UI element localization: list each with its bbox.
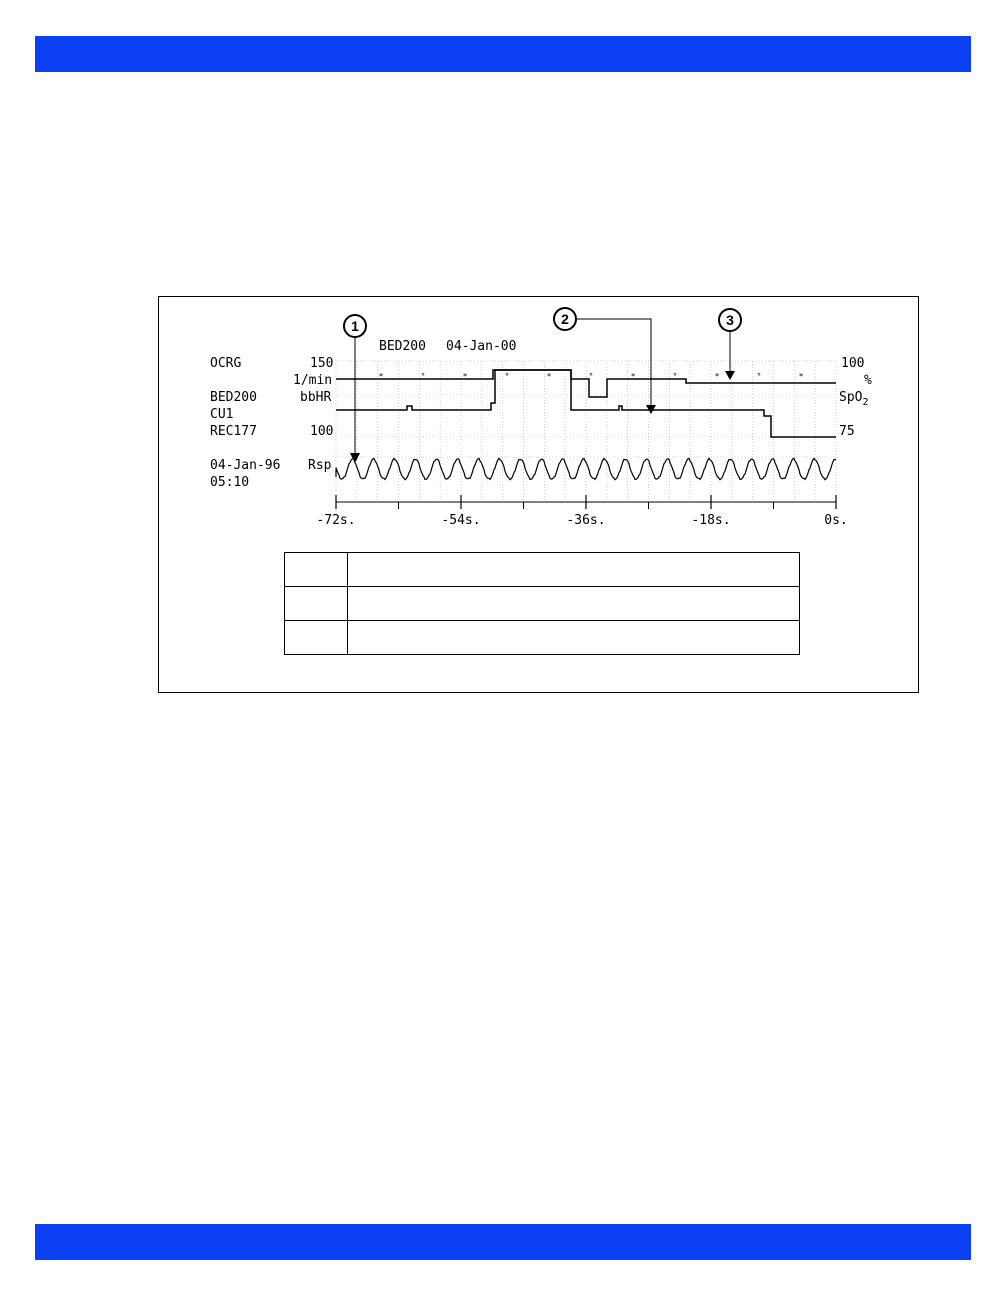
ocrg-label: OCRG — [210, 356, 242, 371]
spo2-marker: * — [714, 372, 720, 381]
spo2-marker: ° — [588, 372, 594, 381]
x-tick-label: -36s. — [566, 513, 606, 528]
x-tick-label: -18s. — [691, 513, 731, 528]
spo2-unit: % — [864, 373, 872, 388]
spo2-marker: * — [378, 372, 384, 381]
table-row — [285, 587, 800, 621]
legend-text-cell — [348, 553, 800, 587]
spo2-label: SpO$_2$ — [839, 390, 869, 408]
svg-text:3: 3 — [726, 312, 734, 328]
x-tick-label: -54s. — [441, 513, 481, 528]
chart-grid — [336, 361, 836, 502]
spo2-marker: * — [630, 372, 636, 381]
legend-number-cell — [285, 587, 348, 621]
spo2-marker: * — [462, 372, 468, 381]
spo2-marker: * — [798, 372, 804, 381]
callout-1 — [344, 315, 366, 463]
legend-number-cell — [285, 621, 348, 655]
x-tick-label: -72s. — [316, 513, 356, 528]
hr-scale-top: 150 — [310, 356, 334, 371]
hr-label: bbHR — [300, 390, 332, 405]
date-header: 04-Jan-00 — [446, 339, 517, 354]
spo2-scale-bottom: 75 — [839, 424, 855, 439]
callout-legend-table — [284, 552, 800, 655]
hr-scale-bottom: 100 — [310, 424, 334, 439]
svg-text:2: 2 — [561, 311, 569, 327]
spo2-scale-top: 100 — [841, 356, 865, 371]
time-label: 05:10 — [210, 475, 250, 490]
bed-label: BED200 — [210, 390, 257, 405]
legend-number-cell — [285, 553, 348, 587]
footer-band — [35, 1224, 971, 1260]
table-row — [285, 553, 800, 587]
callout-2 — [554, 308, 656, 414]
date-label: 04-Jan-96 — [210, 458, 281, 473]
spo2-marker: ° — [756, 372, 762, 381]
spo2-marker: * — [546, 372, 552, 381]
resp-label: Rsp — [308, 458, 332, 473]
bed-header: BED200 — [379, 339, 426, 354]
cu-label: CU1 — [210, 407, 234, 422]
legend-text-cell — [348, 621, 800, 655]
hr-unit: 1/min — [293, 373, 333, 388]
table-row — [285, 621, 800, 655]
callout-3 — [719, 309, 741, 380]
spo2-marker: ° — [672, 372, 678, 381]
svg-text:1: 1 — [351, 318, 359, 334]
figure-frame — [158, 296, 919, 693]
legend-text-cell — [348, 587, 800, 621]
header-band — [35, 36, 971, 72]
x-axis-ticks — [316, 495, 847, 528]
spo2-marker: ° — [504, 372, 510, 381]
rec-label: REC177 — [210, 424, 257, 439]
spo2-marker: ° — [420, 372, 426, 381]
x-tick-label: 0s. — [824, 513, 848, 528]
